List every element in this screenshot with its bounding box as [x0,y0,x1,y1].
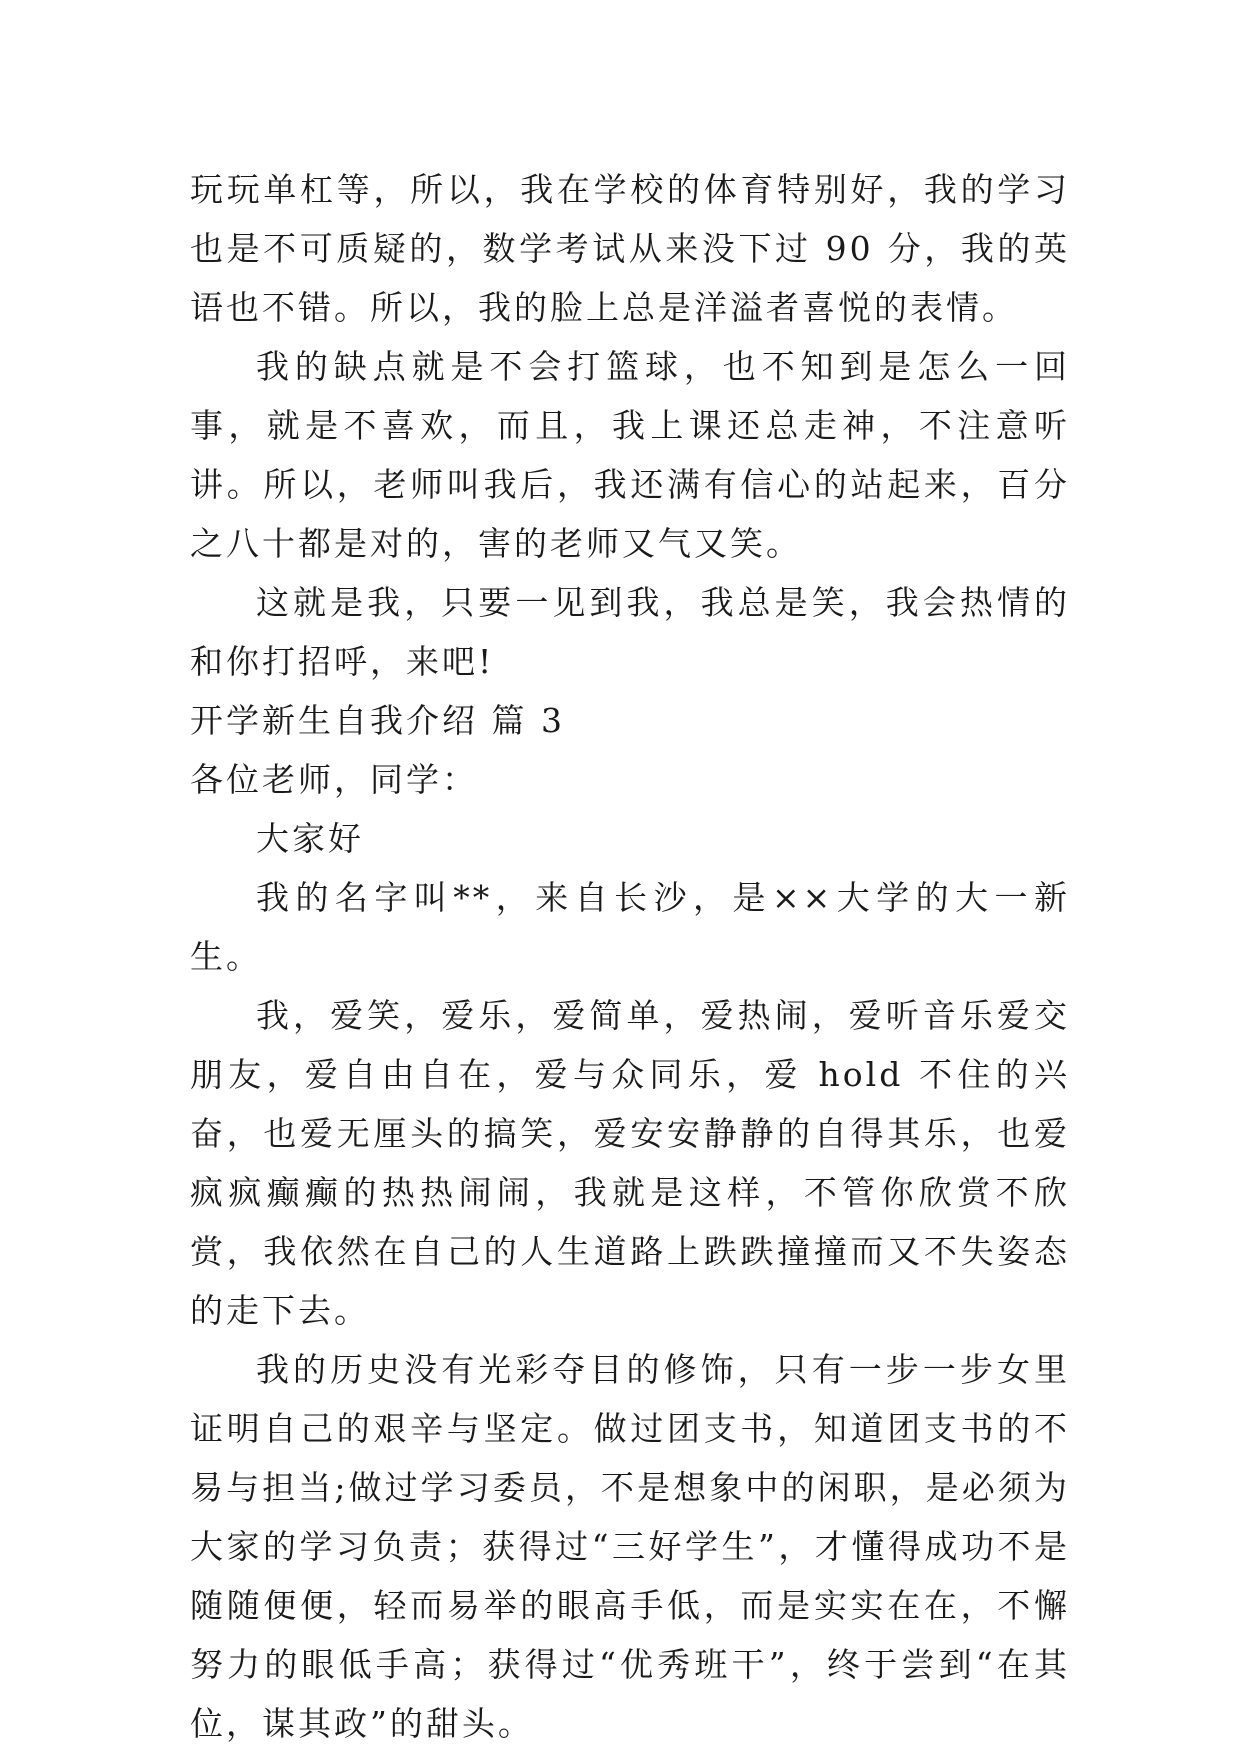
paragraph-closing-greeting: 这就是我，只要一见到我，我总是笑，我会热情的和你打招呼，来吧! [190,583,1070,681]
document-body [190,160,1070,1753]
section-heading: 开学新生自我介绍 篇 3 [190,701,565,740]
greeting-line: 大家好 [256,819,364,858]
paragraph-shortcomings: 我的缺点就是不会打篮球，也不知到是怎么一回事，就是不喜欢，而且，我上课还总走神，不注意听讲。所以，老师叫我后，我还满有信心的站起来，百分之八十都是对的，害的老师又气又笑。 [190,347,1070,563]
paragraph-sports-study: 玩玩单杠等，所以，我在学校的体育特别好，我的学习也是不可质疑的，数学考试从来没下过 90 分，我的英语也不错。所以，我的脸上总是洋溢者喜悦的表情。 [190,170,1070,327]
paragraph-name-origin: 我的名字叫**，来自长沙，是××大学的大一新生。 [190,878,1070,976]
paragraph-history: 我的历史没有光彩夺目的修饰，只有一步一步女里证明自己的艰辛与坚定。做过团支书，知道团支书的不易与担当;做过学习委员，不是想象中的闲职，是必须为大家的学习负责；获得过“三好学生”，才懂得成功不是随随便便，轻而易举的眼高手低，而是实实在在，不懈努力的眼低手高；获得过“优秀班干”，终于尝到“在其位，谋其政”的甜头。 [190,1350,1070,1743]
salutation: 各位老师，同学： [190,760,478,799]
paragraph-personality: 我，爱笑，爱乐，爱简单，爱热闹，爱听音乐爱交朋友，爱自由自在，爱与众同乐，爱 hold 不住的兴奋，也爱无厘头的搞笑，爱安安静静的自得其乐，也爱疯疯癫癫的热热闹闹，我就是这样，不管你欣赏不欣赏，我依然在自己的人生道路上跌跌撞撞而又不失姿态的走下去。 [190,996,1070,1330]
